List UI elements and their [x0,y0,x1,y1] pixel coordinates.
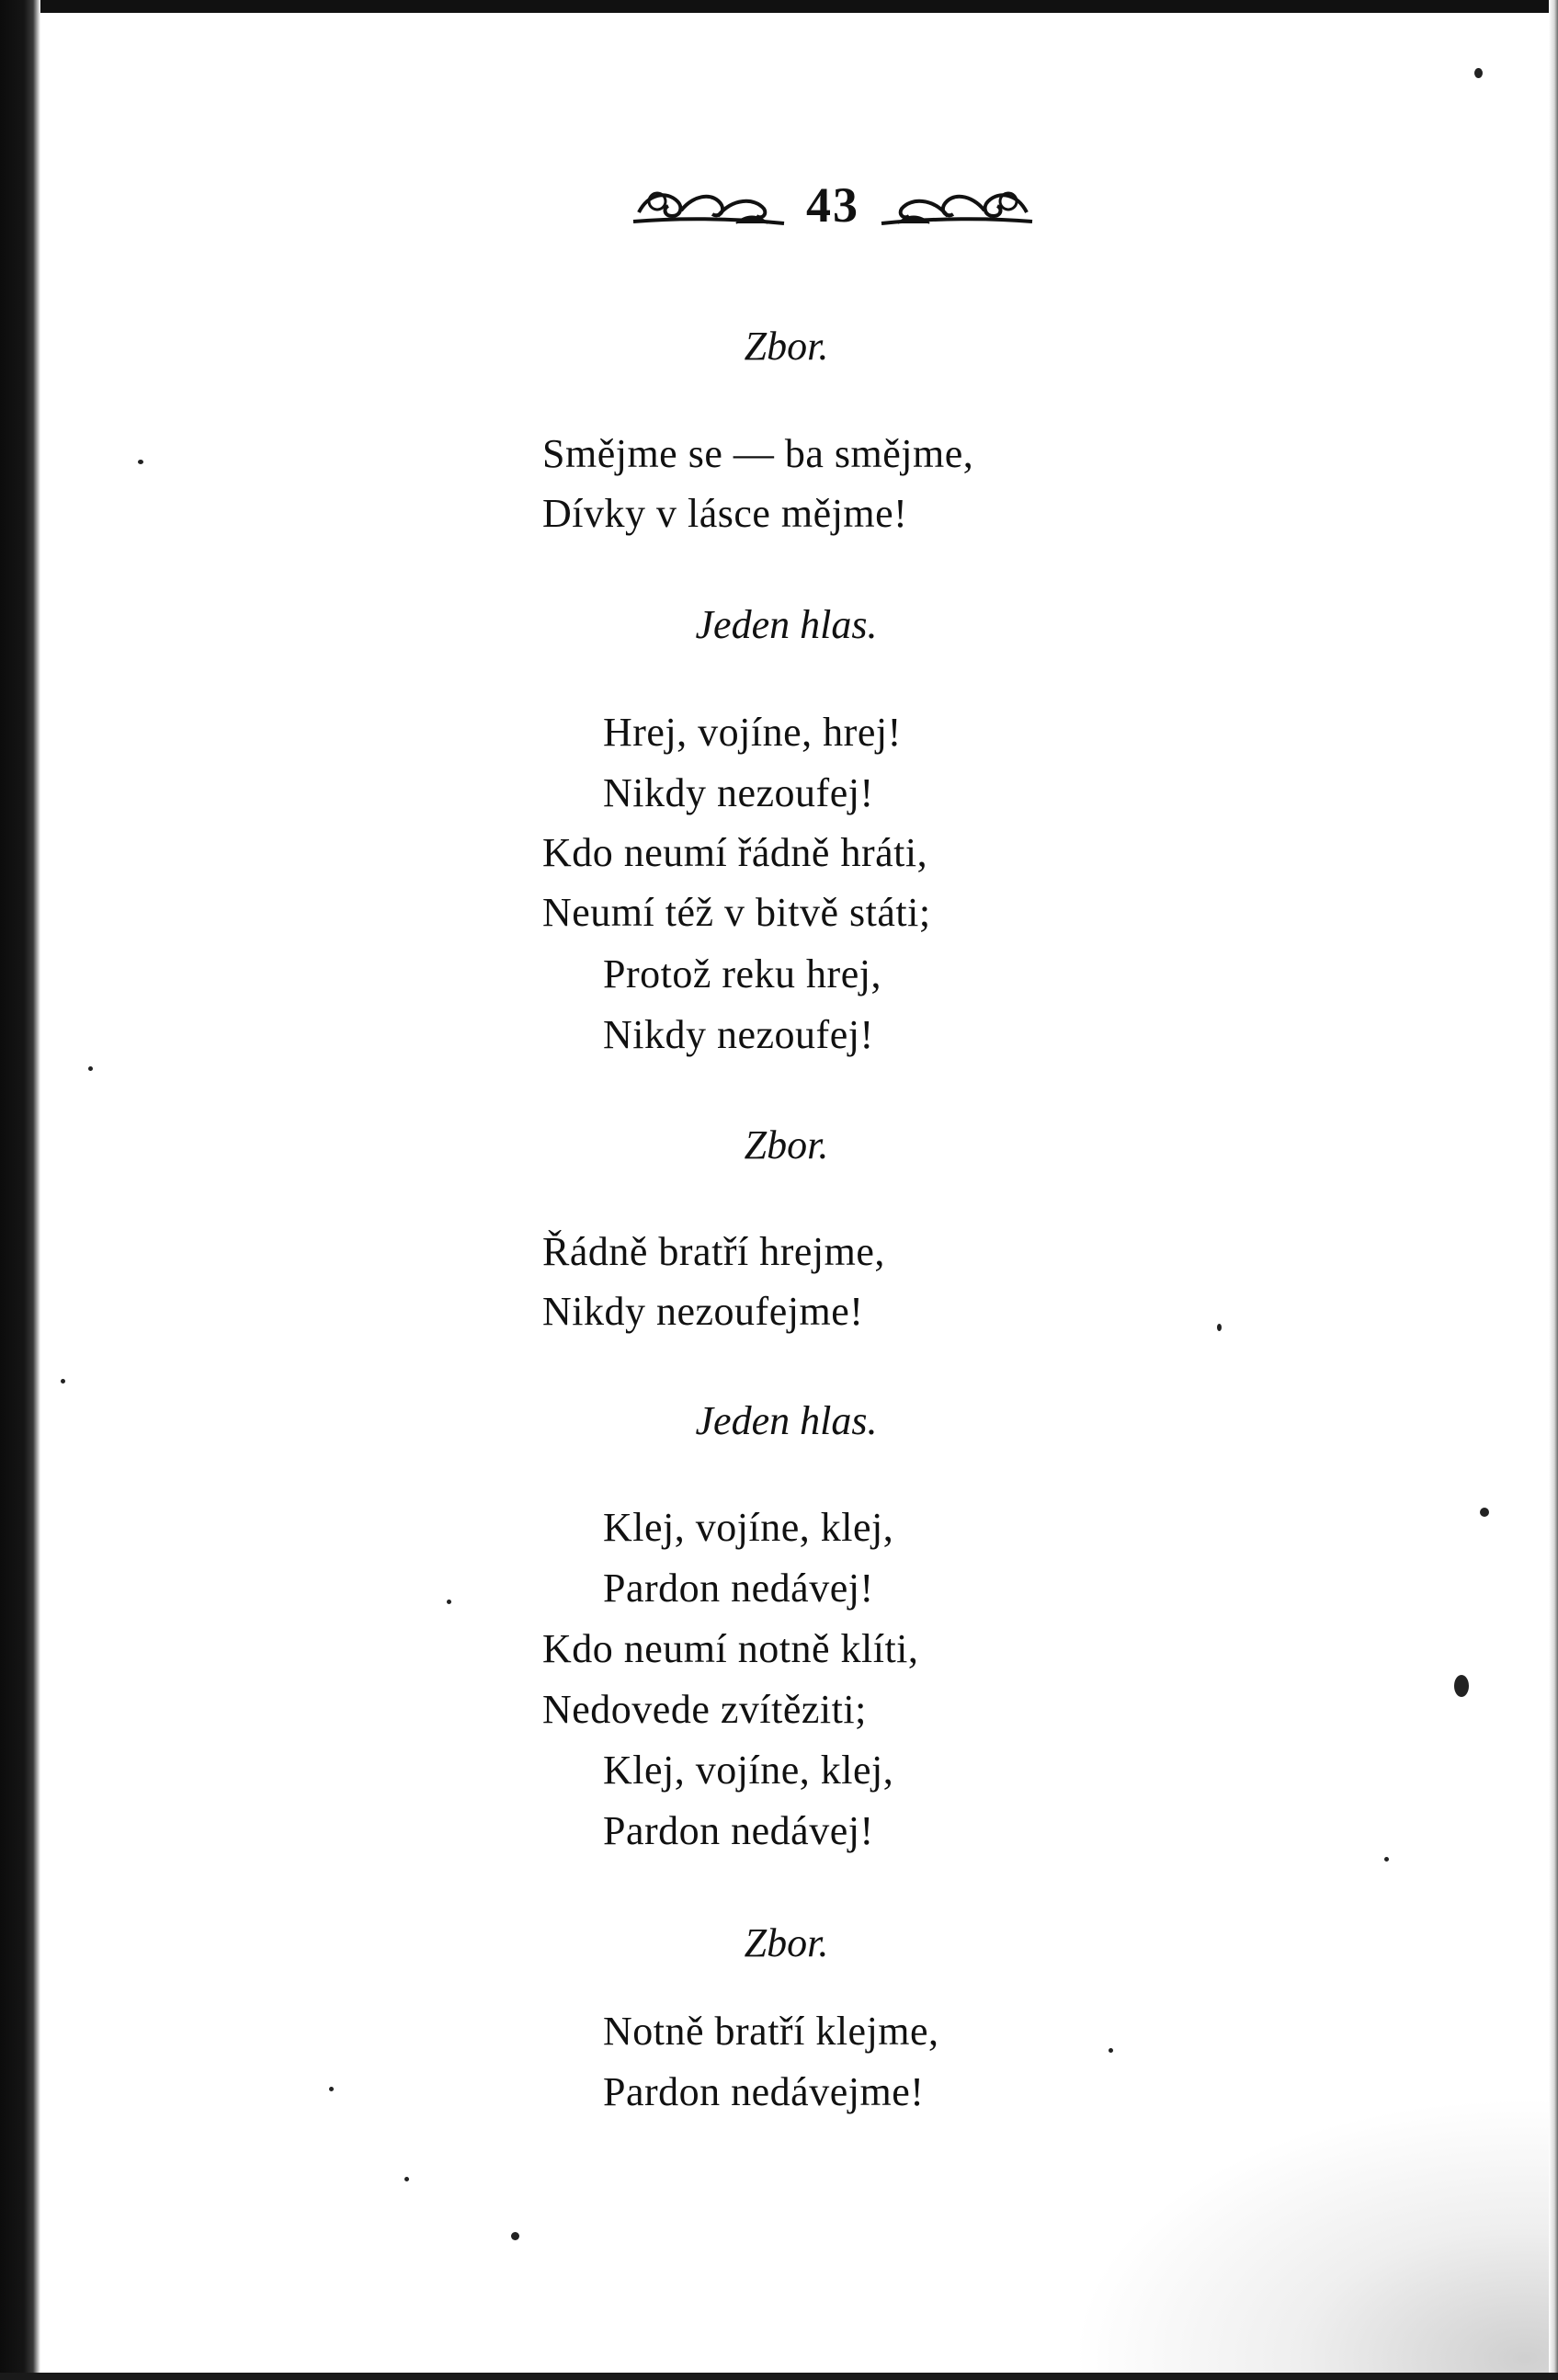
dust-speck [511,2232,519,2240]
dust-speck [61,1379,65,1384]
dust-speck [1474,68,1483,78]
dust-speck [1384,1857,1389,1862]
floral-ornament-icon [880,177,1036,233]
verse-line: Hrej, vojíne, hrej! [603,710,902,755]
verse-line: Řádně bratří hrejme, [542,1229,885,1274]
scan-bottom-border [0,2373,1558,2380]
verse-line: Smějme se — ba smějme, [542,431,974,476]
verse-line: Dívky v lásce mějme! [542,491,908,536]
verse-line: Nikdy nezoufej! [603,770,874,815]
verse-line: Kdo neumí řádně hráti, [542,830,928,875]
dust-speck [329,2087,334,2091]
dust-speck [1454,1675,1469,1697]
paper-stain [1071,2097,1549,2373]
speaker-heading: Jeden hlas. [695,602,878,647]
speaker-heading: Jeden hlas. [695,1398,878,1443]
verse-line: Pardon nedávejme! [603,2069,925,2114]
floral-ornament-icon [630,177,786,233]
verse-line: Kdo neumí notně klíti, [542,1626,919,1671]
verse-line: Neumí též v bitvě státi; [542,890,931,935]
verse-line: Klej, vojíne, klej, [603,1748,894,1793]
verse-line: Nikdy nezoufejme! [542,1289,864,1334]
verse-line: Protož reku hrej, [603,951,881,996]
speaker-heading: Zbor. [744,324,829,369]
dust-speck [88,1066,93,1071]
verse-line: Klej, vojíne, klej, [603,1505,894,1550]
dust-speck [1109,2048,1113,2053]
dust-speck [1480,1508,1489,1517]
verse-line: Nedovede zvítěziti; [542,1687,867,1732]
verse-line: Pardon nedávej! [603,1808,874,1853]
dust-speck [138,460,143,464]
page-header [621,164,1044,246]
dust-speck [404,2177,409,2181]
scan-top-border [0,0,1558,13]
dust-speck [1217,1324,1222,1331]
verse-line: Notně bratří klejme, [603,2009,939,2054]
verse-line: Pardon nedávej! [603,1566,874,1611]
dust-speck [447,1600,451,1604]
speaker-heading: Zbor. [744,1920,829,1965]
speaker-heading: Zbor. [744,1122,829,1167]
page-number: 43 [806,177,859,233]
verse-line: Nikdy nezoufej! [603,1012,874,1057]
